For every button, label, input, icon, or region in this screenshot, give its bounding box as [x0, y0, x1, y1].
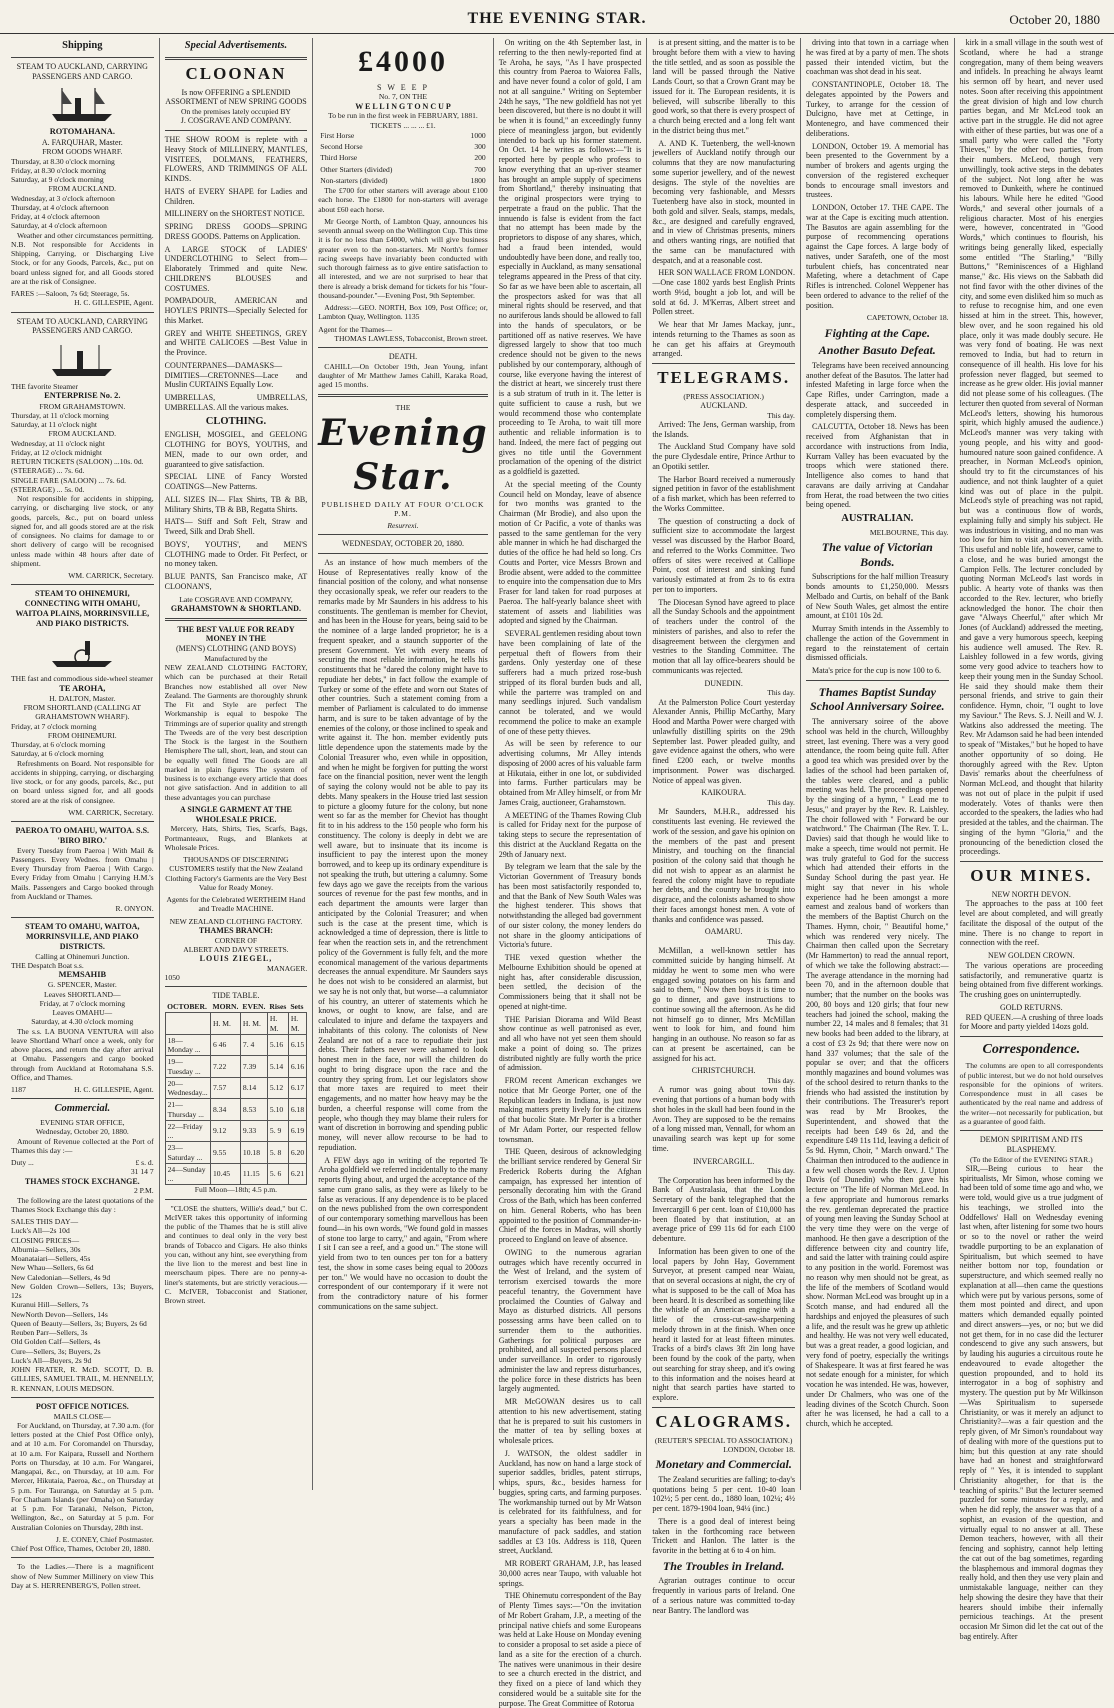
route-label: FROM OHINEMURI. — [47, 730, 117, 740]
telegram-item: Information has been given to one of the local papers by John Hay, Government Surveyor, at present camped near Waiau, that on several occasions at night, the cry of what is supposed to be the call of Moa has been heard. It is described as something like the whistle of an American engine with a little of the cross-cut-saw-sharpening melody thrown in at the finish. When once heard it lasted for at least fifteen minutes. Tracks of a bird's claws 3ft 2in long have been found by the cook of the party, when out searching for stray sheep, and it's owing to this information and the noises heard at night that search parties have started to explore. — [652, 1246, 795, 1403]
page-columns — [6, 38, 1108, 1708]
millinery-notice: To the Ladies.—There is a magnificent show of New Summer Millinery on view This Day at S. HERRENBERG'S, Pollen street. — [11, 1562, 154, 1590]
ship-master: H. DALTON, Master. — [49, 693, 116, 703]
cloonan-footer: Late COSGRAVE AND COMPANY, — [179, 594, 293, 604]
article-continued: kirk in a small village in the south west of Scotland, where he had a strange congregation, many of them being weavers and infidels. In preaching he always learnt his sermon off by heart, and never used notes. Soon after receiving this appointment the great division of high and low church parties began, and Mr McLeod took an active part in the struggle. He did not agree with either of these parties, but was one of a small party who were called the "Forty Thieves," by the other two parties, from their numbers. McLeod, though very unwillingly, took active steps in the debates of the subject. Not long after he was removed to Dunkeith, where he continued his labours. While here he edited "Good Words," and several other journals of a religious character. Most of his energies were, however, concentrated in "Good Words," which continues to flourish, his writings being generally liked, especially some entitled "The Starling," "Billy Buttons," "Reminiscences of a Highland manse," &c. His views on the Sabbath did not find favor with the other divines of the city, and some even disliked him so much as to refuse to recognise him, and one even hissed at him in the street. This, however, blew over, and he soon regained his old place, only it was made doubly secure. He was very fond of boating. He was next removed to India, but had to return in consequence of ill health. His love for his profession never flagged, but seemed to increase as he grew older. His jovial manner did not please some of his colleagues. (The lecturer then quoted from several of Norman McLeod's letters, showing his humorous spirit, which highly amused the audience.) McLeod's manner was very taking with young people, and his witty and good-humoured nature soon gained confidence. A preacher, in Norman McLeod's opinion, should try to fit the circumstances of his audience, and not think laughter of a quiet kind was out of place in the pulpit. McLeod's style of preaching was not rapid, but was a continuous flow of words, explaining fully and simply his subject. He was industrious in visiting, and no man was too low for him to visit and converse with. This useful and noble life, however, came to a close, and he was buried amongst the Campion Fells. The lecturer concluded by quoting Norman McLeod's last words in public. A hearty vote of thanks was then accorded to the Rev. lecturer, who briefly acknowledged the honor. The choir then gave "Always Cheerful," after which Mr Jones (of Auckland) addressed the meeting, and gave a very humorous speech, keeping his audience well amused. The Rev. R. Laishley followed in a few words, giving some very good advice to teachers how to keep their young men in the Sunday School. He said they should make them their personal friends, and strive to gain their confidence. Hymn, choir, "I ought to love my Saviour." The Revs. S. J. Neill and W. J. Watkins also addressed the meeting. The Rev. Mr Adamson said he had been intended to speak of "Mistakes," but he hoped to have another opportunity of so doing. He thoroughly agreed with the Rev. Upton Davis' remarks about the cheerfulness of Norman McLeod, and thought that hilarity was not out of place in the pulpit if used moderately. Votes of thanks were then accorded to the speakers, the ladies who had presided at the tables, and the chairman. The singing of the hymn "Gloria," and the pronouncing of the benediction closed the proceedings. — [959, 38, 1104, 857]
dateline: LONDON, October 18. — [723, 1444, 795, 1454]
shipping-note: The s.s. LA BUONA VENTURA will also leave Shortland Wharf once a week, only for above places, and return the day after arrival at Omahu. Passengers and cargo booked through from Auckland at Rotomahana S.S. Office, and Thames. — [11, 1026, 154, 1082]
table-row: 18—Monday ... 6 46 7. 4 5.16 6.15 — [165, 1034, 307, 1056]
cloonan-intro: Is now OFFERING a SPLENDID ASSORTMENT of NEW SPRING GOODS — [165, 87, 307, 107]
ad-memsahib-head: STEAM TO OMAHU, WAITOA, MORRINSVILLE, AND PIAKO DISTRICTS. — [25, 922, 140, 951]
broker-list: JOHN FRATER, R. McD. SCOTT, D. B. GILLIES, SAMUEL TRAIL, M. HENNELLY, R. KENNAN, LOUIS MEDSON. — [11, 1365, 154, 1393]
cloonan-item: A LARGE STOCK of LADIES' UNDERCLOTHING to Select from—Elaborately Trimmed and quite New. CHILDREN'S BLOUSES and COSTUMES. — [164, 244, 308, 293]
dateline: CHRISTCHURCH. — [691, 1066, 756, 1076]
route-label: FROM GRAHAMSTOWN. — [39, 401, 126, 411]
ziegel-made: Manufactured by the — [204, 653, 268, 663]
cable-item: CONSTANTINOPLE, October 18. The delegates appointed by the Powers and Turkey, to arrange for the cession of Dulcigno, have met at Cettinge, in Montenegro, and have commenced their deliberations. — [805, 80, 949, 138]
post-office-heading: POST OFFICE NOTICES. — [35, 1401, 129, 1411]
route-label: FROM GOODS WHARF. — [42, 147, 123, 157]
shipping-note: Refreshments on Board. Not responsible for accidents in shipping, carrying, or discharging live stock, or for any goods, parcels, &c., put on board unless signed for, and all goods stored are at the risk of consignee. — [11, 758, 154, 805]
sweep-word: S W E E P — [377, 82, 429, 92]
sweep-number: No. 7, ON THE — [378, 92, 428, 102]
cloonan-item: THE SHOW ROOM is replete with a Heavy Stock of MILLINERY, MANTLES, VISITEES, DOLMANS, FEATHERS, FLOWERS, AND TRIMMINGS OF ALL KINDS. — [164, 135, 308, 184]
news-item: THE Queen, desirous of acknowledging the brilliant service rendered by General Sir Frederick Roberts during the Afghan campaign, has expressed her intention of personally decorating him with the Grand Cross of the Bath, which has been conferred on him. General Roberts, who has been appointed to the position of Commander-in-Chief of the forces in Madras, will shortly proceed to England on leave of absence. — [498, 1147, 642, 1244]
dateline: CAPETOWN, October 18. — [866, 313, 949, 323]
news-item: OWING to the numerous agrarian outrages which have recently occurred in the West of Ireland, and the system of terrorism exercised towards the more peaceful tenantry, the Government have proclaimed the Counties of Galway and Mayo as disturbed districts. All persons possessing arms have been called on to surrender them to the authorities. Gatherings for political purposes are prohibited, and all suspected persons placed under surveillance. In order to rigorously administer the law and repress disturbances, the police force in these districts has been largely augmented. — [498, 1247, 642, 1394]
post-office-place: Chief Post Office, Thames, October 20, 1880. — [11, 1544, 151, 1554]
news-item: THE Parisian Diorama and Wild Beast show continue as well patronised as ever, and all who have not yet seen them should make a point of doing so. The prizes distributed nightly are fully worth the price of admission. — [498, 1014, 642, 1073]
sales-list: SALES THIS DAY— Luck's All—2s 10d — [11, 1217, 79, 1236]
column-7 — [955, 38, 1108, 1641]
agent-signature: H. C. GILLESPIE, Agent. — [74, 1085, 154, 1095]
table-row: 22—Friday ... 9.12 9.33 5. 9 6.19 — [165, 1120, 307, 1142]
cloonan-item: UMBRELLAS, UMBRELLAS, UMBRELLAS. All the various makes. — [164, 393, 308, 412]
cable-item: LONDON, October 17. THE CAPE. The war at the Cape is exciting much attention. The Basutos are again assembling for the purpose of recommencing operations against the Cape forces. A large body of natives, under Sarafeth, one of the most turbulent chiefs, has concentrated near Mafeting, where a detachment of Cape Rifles is intrenched. Colonel Weppener has been ordered to advance to the relief of the position. — [805, 203, 949, 310]
ziegel-mercery: Mercery, Hats, Shirts, Ties, Scarfs, Bags, Portmanteaux, Rugs, and Blankets at Wholesale Prices. — [164, 824, 308, 852]
exchange-intro: The following are the latest quotations of the Thames Stock Exchange this day : — [11, 1195, 154, 1214]
ship-name: MEMSAHIB — [58, 970, 107, 980]
paper-name: Evening Star. — [318, 411, 488, 498]
tide-table-heading: TIDE TABLE. — [212, 991, 260, 1001]
news-item: As will be seen by reference to our advertising columns, Mr Alley intends disposing of 2000 acres of his valuable farm at Hikutaia, either in one lot, or subdivided into farms. Further particulars may be obtained from Mr Alley himself, or from Mr James Craig, auctioneer, Grahamstown. — [498, 739, 642, 807]
ziegel-body: NEW ZEALAND CLOTHING FACTORY, which can be purchased at their Retail Branches now established all over New Zealand. The Garments are thoroughly shrunk The Fit and Style are perfect The Workmanship is equal to bespoke The Trimmings are of superior quality and strength The Tweeds are of the very best description The Stock is the largest in the Southern Hemisphere The tall, short, lean, and stout can be equally well fitted The Goods are all marked in plain figures The system of business is to exchange every article that does not give satisfaction. And in addition to all these advantages you can purchase — [164, 663, 308, 802]
editorial-date: WEDNESDAY, OCTOBER 20, 1880. — [341, 539, 465, 549]
article-continued: On writing on the 4th September last, in referring to the then newly-reported find at Te Aroha, he says, "As I have prospected this country from Paeroa to Waiorea Falls, and have never found a color of gold, I am not at all sanguine." Writing on September 24th he says, "The new goldfield has not yet been discovered, but there is no doubt it will be when it is found," an exceedingly funny piece of meaningless jargon, but evidently intended to back up his former statement. On Oct. 14 he writes as follows:—"It is reported here by people who profess to know everything that an up-river steamer has brought an ample supply of specimens from Shortland," thereby insinuating that the original prospectors were trying to perpetrate a fraud on the public. That the innuendo is false is evident from the fact that no attempt has been made by the proprietors to dispose of any shares, which, had a fraud been intended, would undoubtedly have been done, and really too, especially in Auckland, as many sensational telegrams appeared in the Press of that city. So far as we have been able to ascertain, all the prospectors asked for was that all mineral rights should be reserved, and that no auriferous lands should be allowed to fall into the hands of speculators, or be partitioned off as native reserves. We have digressed largely to show that too much credence should not be given to the news published by our contemporary, although of course, like everyone having the interest of the district at heart, we sincerely trust there is a sub stratum of truth in it. The letter is quite sufficient to cause a rush, but we would recommend those who contemplate proceeding to Te Aroha, to wait till more authentic and reliable information is to hand. Indeed, the mere fact of pegging out gives no title until the Government proclamation of the opening of the district as a goldfield is gazetted. — [498, 38, 642, 476]
agent-signature: WM. CARRICK, Secretary. — [68, 807, 154, 817]
fares: FARES :—Saloon, 7s 6d; Steerage, 5s. — [11, 289, 130, 299]
news-item: MR ROBERT GRAHAM, J.P., has leased 30,000 acres near Taupo, with valuable hot springs. — [498, 1559, 642, 1588]
sweep-address: Address:—GEO. NORTH, Box 109, Post Office; or, Lambton Quay, Wellington. 1135 — [318, 303, 488, 322]
table-row: First Horse 1000 — [320, 130, 486, 140]
dateline: AUCKLAND. — [700, 400, 748, 410]
ziegel-title: MANAGER. — [266, 963, 308, 973]
agent-signature: R. ONYON. — [115, 904, 154, 914]
ad-code: 1050 — [164, 973, 180, 983]
mines-heading: OUR MINES. — [970, 866, 1093, 885]
section-heading: Fighting at the Cape. — [824, 325, 930, 340]
ad-intro: THE fast and commodious side-wheel steamer — [11, 674, 153, 684]
ad-enterprise-head: STEAM TO AUCKLAND, CARRYING PASSENGERS AND CARGO. — [16, 316, 148, 336]
news-item: SEVERAL gentlemen residing about town have been complaining of late of the perpetual theft of flowers from their gardens. Only yesterday one of these sufferers had a much prized rose-bush stripped of its floral burden buds and all, while the parterre was trampled on and many seedlings injured. Such vandalism cannot be tolerated, and we would recommend the police to make an example of one of these petty thieves. — [498, 629, 642, 736]
telegram-item: A rumor was going about town this evening that portions of a human body with shot holes in the skull had been found in the Avon. They are supposed to be the remains of a long missed man, Vennall, for whom an unavailing search was kept up for some time. — [652, 1085, 795, 1153]
mails-close: MAILS CLOSE— — [53, 1411, 111, 1421]
agent-signature: H. C. GILLESPIE, Agent. — [74, 298, 154, 308]
letter-to: (To the Editor of the EVENING STAR.) — [969, 1154, 1093, 1164]
table-row: Other Starters (divided) 700 — [320, 164, 486, 174]
ship-name: TE AROHA, — [59, 683, 106, 693]
duty-value: £ s. d. 31 14 7 — [130, 1158, 154, 1177]
sweep-run: To be run in the first week in FEBRUARY, 1881. — [328, 111, 478, 121]
paddle-steamer-icon — [47, 631, 117, 671]
shipping-note: Not responsible for accidents in shipping, carrying, or discharging live stock, or any goods, parcels, &c., put on board unless signed for, and all goods stored are at the risk of consignees. No claims for damage to or short delivery of cargo will be recognised unless made within 48 hours after date of shipment. — [11, 494, 154, 568]
fares: RETURN TICKETS (SALOON) ...10s. 0d. (STEERAGE) ... 7s. 6d. SINGLE FARE (SALOON) ... 7s. 6d. (STEERAGE) ... 5s. 0d. — [11, 457, 144, 494]
ad-steam-auckland-head: STEAM TO AUCKLAND, CARRYING PASSENGERS AND CARGO. — [16, 61, 148, 81]
clothing-item: BLUE PANTS, San Francisco make, AT CLOONAN'S, — [164, 572, 308, 591]
article-continued: driving into that town in a carriage when he was fired at by a party of men. The shots passed their intended victim, but the coachman was shot dead in his seat. — [805, 38, 949, 77]
cable-item: LONDON, October 19. A memorial has been presented to the Government by a number of brokers and agents urging the conversion of the registered exchequer bonds to encourage small investors and trustees. — [805, 141, 949, 200]
news-item: We hear that Mr James Mackay, junr., intends returning to the Thames as soon as he can get his affairs at Greymouth arranged. — [652, 320, 795, 359]
ad-intro: THE Despatch Boat s.s. — [11, 960, 84, 970]
paper-motto: Resurrexi. — [387, 520, 419, 530]
exchange-time: 2 P.M. — [133, 1186, 154, 1196]
ziegel-nz: NEW ZEALAND CLOTHING FACTORY. — [169, 916, 303, 926]
telegram-item: At the Palmerston Police Court yesterday Alexander Annis, Phillip McCarthy, Mary Hood and Martha Power were charged with unlawfully distilling spirits on the 29th September last. Power pleaded guilty, and gave evidence against the others, who were fined £200 each, or twelve months imprisonment. Power was discharged. Notice of appeal was given. — [652, 697, 795, 785]
correspondence-note: The columns are open to all correspondents of public interest, but we do not hold ourselves responsible for the opinions of writers. Correspondence must in all cases be authenticated by the real name and address of the writer—not necessarily for publication, but as a guarantee of good faith. — [959, 1061, 1104, 1126]
sweep-agent-label: Agent for the Thames— — [318, 324, 393, 334]
cable-item: There is a good deal of interest being taken in the forthcoming race between Trickett and Hanlon. The latter is the favorite in the betting at 6 to 4 on him. — [652, 1516, 795, 1556]
clothing-item: ALL SIZES IN— Flax Shirts, TB & BB, Military Shirts, TB & BB, Regatta Shirts. — [164, 494, 308, 514]
departure-times: Wednesday, at 11 o'clock night Friday, at 12 o'clock midnight — [11, 438, 105, 457]
mine-report: RED QUEEN.—A crushing of three loads for Moore and party yielded 14ozs gold. — [959, 1012, 1104, 1032]
sweep-body: Mr George North, of Lambton Quay, announces his seventh annual sweep on the Wellington Cup. This time it is for no less than £4000, which will give business greater even to the non-starters. Mr North's former racing sweeps have invariably been conducted with such thorough fairness as to give entire satisfaction to all interested, and we are not surprised to hear that there is already a brisk demand for tickets for his "four-thousand-pounder."—Evening Post, 9th September. — [318, 216, 488, 300]
agent-signature: WM. CARRICK, Secretary. — [68, 571, 154, 581]
sweep-cup: W E L L I N G T O N C U P — [355, 101, 451, 111]
table-row: Second Horse 300 — [320, 142, 486, 152]
moon-phase: Full Moon—18th; 4.5 p.m. — [194, 1185, 278, 1195]
commercial-heading: Commercial. — [54, 1103, 111, 1115]
cable-item: Agrarian outrages continue to occur frequently in various parts of Ireland. One of a serious nature was committed to-day near Bantry. The landlord was — [652, 1576, 795, 1615]
cloonan-name: CLOONAN — [185, 63, 287, 83]
cable-item: The Zealand securities are falling; to-day's quotations being 5 per cent. 10-40 loan 102½; 5 per cent. do., 1880 loan, 102¼; 4½ per cent. 1879-1904 loan, 94¼ (inc.) — [652, 1474, 795, 1514]
table-row: Third Horse 200 — [320, 153, 486, 163]
cloonan-item: GREY and WHITE SHEETINGS, GREY and WHITE CALICOES —Best Value in the Province. — [164, 328, 308, 358]
prize-table — [318, 130, 487, 186]
ziegel-branch: THAMES BRANCH: — [198, 925, 273, 935]
editorial-body: As an instance of how much members of the House of Representatives really know of the financial position of the colony, and what nonsense they occasionally speak, we refer our readers to the remarks made by Mr Saunders in his address to his constituents. The gentleman is member for Cheviot, and has been in the House for years, being said to be the nominee of a large landed proprietor; he is a frequent speaker, and a staunch supporter of the present Government. Yet with every means of securing the most reliable information, he tells his constituents that he "dared the colony might have to repudiate her debts," in fact follow the example of Turkey or some of the effete and worn out States of other countries. Such a statement coming from a member of Parliament is calculated to do immense harm, and is sure to be taken advantage of by the enemies of the colony, or those inclined to speak and write against it. The hon. member evidently puts little dependence upon the statements made by the Colonial Treasurer who, even while in opposition, and when he might be forgiven for putting the worst face on the financial position, never went the length of saying the colony would not be able to pay its debts. Many speakers in the House tried last session to picture a gloomy future for the colony, but none went so far as the member for Cheviot has thought fit to in his address to the 150 people who form his constituency. The colony is deeply in debt we are well aware, but to insinuate that its income is insufficient to pay the interest upon the money borrowed, and to keep up its ordinary expenditure is not speaking the truth, but uttering a calumny. Some few days ago we gave the receipts from the various sources of revenue for the past few months, and in each department the amounts were larger than anticipated by the Colonial Treasurer; and when such is the case at the present time, which is acknowledged a time of depression, there is little to fear when the reaction sets in, and the retrenchment policy of the Government is fully felt, and the more economical management of the various departments decreases the annual expenditure. Mr Saunders says he does not wish to be considered an alarmist, but we say he is not only that, but worse—a calumniator of his country, an utterer of statements which he knows, or ought to know, are false, and are calculated to injure and defame the taxpayers and inhabitants of this colony. The colonists of New Zealand are not of a race to repudiate their just debts. Their fathers never were ashamed to look honest men in the face, nor will the children do ought to bring disgrace upon the race and the country they spring from. Let our legislators show that more taxes are required to meet their engagements, and no matter how heavy may be the burden, a cheerful response will come from the people, who though they may blame their rulers for want of discretion in borrowing and spending public money, will never allow recourse to be had to repudiation. — [318, 557, 488, 1152]
cloonan-item: SPRING DRESS GOODS—SPRING DRESS GOODS. Patterns on Application. — [164, 222, 308, 241]
ziegel-corner: CORNER OF — [214, 935, 258, 945]
column-3 — [313, 38, 493, 1490]
ad-sub: Calling at Ohinemuri Junction. — [35, 951, 130, 961]
ad-code: 1187 — [11, 1085, 26, 1095]
news-item: MR McGOWAN desires us to call attention to his new advertisement, stating that he is prepared to suit his customers in the matter of tea by selling boxes at wholesale prices. — [498, 1397, 642, 1445]
cloonan-footer: GRAHAMSTOWN & SHORTLAND. — [170, 603, 301, 613]
ziegel-streets: ALBERT AND DAVY STREETS. — [183, 944, 289, 954]
cloonan-item: HATS of EVERY SHAPE for Ladies and Children. — [164, 186, 308, 206]
news-item: J. WATSON, the oldest saddler in Auckland, has now on hand a large stock of superior saddles, bridles, patent stirrups, whips, spurs, &c., besides harness for buggies, spring carts, and farming purposes. The workmanship turned out by Mr Watson is celebrated for its faithfulness, and for years a specialty has been made in the manufacture of pack saddles, and station saddles at £3 10s. Address is 118, Queen street, Auckland. — [498, 1448, 642, 1556]
table-row: 21—Thursday ... 8.34 8.53 5.10 6.18 — [165, 1099, 307, 1121]
sweep-notes: The £700 for other starters will average about £100 each horse. The £1800 for non-starters will average about £60 each horse. — [318, 186, 488, 214]
telegram-item: Mr Saunders, M.H.R., addressed his constituents last evening. He reviewed the work of the session, and gave his opinion on the members of the past and present Ministry, and touching on the financial position of the colony said that though he did not wish to appear as an alarmist he feared the colony might have to repudiate her debts, and the country be brought into disgrace, and the colonists ashamed to show their faces amongst honest men. A vote of thanks and confidence was passed. — [652, 807, 795, 924]
sweep-amount: £4000 — [357, 45, 448, 78]
table-row: 23—Saturday ... 9.55 10.18 5. 8 6.20 — [165, 1142, 307, 1164]
cable-item: Telegrams have been received announcing another defeat of the Basutos. The latter had infested Mafeting in large force when the Cape Rifles, under Carrington, made a desperate attack, and succeeded in completely dispersing them. — [805, 360, 949, 419]
postmaster-signature: J. E. CONEY, Chief Postmaster. — [55, 1534, 154, 1544]
shipping-heading: Shipping — [62, 40, 103, 51]
death-notice: CAHILL—On October 19th, Jean Young, infant daughter of Mr Matthew James Cahill, Karaka Road, aged 15 months. — [318, 361, 488, 390]
table-row: 19—Tuesday ... 7.22 7.39 5.14 6.16 — [165, 1056, 307, 1078]
letter-heading: DEMON SPIRITISM AND ITS BLASPHEMY. — [979, 1135, 1083, 1154]
cable-item: Mata's price for the cup is now 100 to 6. — [811, 666, 941, 676]
departure-times: Friday, at 7 o'clock morning — [11, 721, 97, 731]
soiree-report: The anniversary soiree of the above school was held in the church, Willoughby street, last evening. There was a very good attendance, the room being quite full. After a good tea which was presided over by the ladies of the school had been partaken of, the tables were cleared, and a public meeting was held. The proceedings opened by the singing of a hymn, " Lead me to Jesus," and prayer by the Rev. R. Laishley. The choir followed with " Forward be our watchword." The Chairman (The Rev. T. L. Davies) said that though he would like to make a speech, time would not permit. He was truly grateful to God for the success which had attended their efforts in the Sunday School during the past year. He might say that never in his whole experience had he been amongst a more earnest and zealous band of workers than the members of the Baptist Church on the Thames. Hymn, choir, " Beautiful home," which was rendered very nicely. The Chairman then called upon the Secretary (Mr Hammerton) to read the annual report, of which we take the following abstract:—The average attendance in the morning had been 70, and in the afternoon double that number; that the number on the books was 200, 80 boys and 120 girls; that four new teachers had joined the school, making the number 22, 14 males and 8 females; that 31 new books had been added to the library, at a cost of £3 2s 9d; that there were now on hand 337 volumes; that the sale of the popular se over; and that the officers monthly magazines and bound volumes was of the school desired to return thanks to the friends who had assisted the institution by their contributions. The Treasurer's report was read by Mr Brookes, the Superintendent, and showed that the receipts had been £49 6s 2d, and the expenditure £49 11s 11d, leaving a deficit of 5s 9d. Hymn, Choir, " March onward." The Chairman then introduced to the audience in a few well chosen words the Rev. J. Upton Davis (of Dunedin) who then gave his lecture on "The life of Norman McLeod. In a few appropriate and humorous remarks the rev. gentleman deprecated the practice of young men leaving the Sunday School at the very time they were on the verge of manhood. He then gave a description of the difference between city and country life, and said the latter with training could aspire to any position in the world. Foremost was no reason why men should not be great, as the life of the members of Scotland would show. Norman McLeod was brought up in a Scotch manse, and had endured all the hardships and enjoyed the pleasures of such a life, and the result was he grew up athletic and healthy. He was not very well educated, but was a great reader, a good logician, and very fond of poetry, especially the writings of Shakespeare. It was at first feared he was not sedate enough for a minister, for which vocation he was intended. He was, however, under Dr Chalmers, who was one of the leading divines of the Scotch Church. Soon after he was licensed, he had a call to a church, which he accepted. — [805, 717, 949, 1429]
dateline: OAMARU. — [704, 927, 743, 937]
departure-times: Thursday, at 8.30 o'clock morning Friday, at 8.30 o'clock morning Saturday, at 9 o'clock morning — [11, 156, 115, 185]
ship-master: A. FARQUHAR, Master. — [41, 137, 123, 147]
correspondence-heading: Correspondence. — [982, 1042, 1081, 1058]
table-row: 20—Wednesday... 7.57 8.14 5.12 6.17 — [165, 1077, 307, 1099]
sweep-agent: THOMAS LAWLESS, Tobacconist, Brown street. — [334, 333, 488, 343]
telegram-item: The Corporation has been informed by the Bank of Australasia, that the London Secretary of the bank telegraphed that the Invercargill 6 per cent. loan of £10,000 has been floated by that institution, at an average price of £99 11s 6d for each £100 debenture. — [652, 1175, 795, 1244]
ziegel-thousands: THOUSANDS OF DISCERNING CUSTOMERS testify that the New Zealand Clothing Factory's Garments are the Very Best Value for Ready Money. — [165, 855, 307, 892]
cloonan-item: MILLINERY on the SHORTEST NOTICE. — [164, 209, 305, 219]
cable-item: Subscriptions for the half million Treasury bonds amounts to £1,250,000. Messrs Melbado and Curtis, on behalf of the Bank of New South Wales, get almost the entire amount, at £101 10s 2d. — [805, 572, 949, 621]
sweep-tickets: TICKETS ... ... ... £1. — [370, 120, 436, 130]
shipping-note: Weather and other circumstances permitting. N.B. Not responsible for Accidents in Shipping, Carrying, or Discharging Live Stock, or for any Goods, Parcels, &c., put on board unless signed for, and all Goods stored are at the risk of Consignee. — [11, 230, 154, 286]
ship-name: ENTERPRISE No. 2. — [44, 391, 121, 401]
stock-exchange-heading: THAMES STOCK EXCHANGE. — [24, 1176, 140, 1186]
tide-table: OCTOBER. MORN. EVEN. Rises Sets H. M. H. M. H. M. H. M. 18—Monday ... 6 46 7. 4 5.16 6.15 19—Tuesday ... 7.22 7.39 5.14 6.16 20—Wednesday... 7.57 8.14 5.12 6.17 21—Thursday ... 8.34 8.53 5.10 6.18 22—Friday ... 9.12 9.33 5. 9 6.19 23—Saturday ... 9.55 10.18 5. 8 6.20 24—Sunday ... 10.45 11.15 5. 6 6.21 — [165, 1001, 308, 1185]
ad-biro-head: PAEROA TO OMAHU, WAITOA. S.S. 'BIRO BIRO.' — [15, 826, 150, 845]
office-label: EVENING STAR OFFICE, — [40, 1118, 125, 1128]
departure-times: Thursday, at 6 o'clock morning Saturday, at 6 o'clock morning — [11, 740, 106, 759]
clothing-item: BOYS', YOUTHS', and MEN'S CLOTHING made to Order. Fit Perfect, or no money taken. — [164, 539, 308, 569]
table-row: 24—Sunday ... 10.45 11.15 5. 6 6.21 — [165, 1163, 307, 1185]
clothing-item: HATS— Stiff and Soft Felt, Straw and Tweed, Silk and Drab Shell. — [164, 517, 308, 537]
section-heading: Monetary and Commercial. — [655, 1457, 792, 1472]
cloonan-item: COUNTERPANES—DAMASKS—DIMITIES—CRETONNES—Lace and Muslin CURTAINS Equally Low. — [164, 360, 308, 390]
telegrams-sub: (PRESS ASSOCIATION.) — [683, 391, 764, 401]
cloonan-item: POMPADOUR, AMERICAN and HOYLE'S PRINTS—Specially Selected for this Market. — [164, 296, 308, 325]
ad-ohinemuri-head: STEAM TO OHINEMURI, CONNECTING WITH OMAHU, WAITOA PLAINS, MORRINSVILLE, AND PIAKO DISTRICTS. — [15, 589, 150, 628]
revenue-intro: Amount of Revenue collected at the Port of Thames this day :— — [11, 1136, 154, 1155]
article-continued: is at present sitting, and the matter is to be brought before them with a view to having the title settled, and as soon as possible the land will be passed through the Native Lands Court, so that a Crown Grant may be issued for it. The European residents, it is believed, will subscribe liberally to this good work, so that there is every prospect of a church being erected and a long felt want in the district being thus met." — [652, 38, 795, 135]
dateline: KAIKOURA. — [701, 788, 746, 798]
telegram-item: The Auckland Stud Company have sold the pure Clydesdale entire, Prince Arthur to an Opotiki settler. — [652, 442, 795, 471]
paper-sub: PUBLISHED DAILY AT FOUR O'CLOCK P.M. — [321, 499, 485, 518]
news-item: By telegram we learn that the sale by the Victorian Government of Treasury bonds has been most satisfactorily responded to, and that the Bank of New South Wales was the highest tenderer. This shows that notwithstanding the alleged bad government of our sister colony, the money lenders do not share in the gloomy anticipations of Victoria's future. — [498, 862, 642, 950]
ad-body: Every Tuesday from Paeroa | With Mail & Passengers. Every Wednes. from Omahu | Every Thursday from Paeroa | With Cargo. Every Friday from Omahu | Carrying H.M.'s Mails. Passengers and Cargo booked through from Auckland or Thames. — [11, 845, 154, 901]
table-row: Non-starters (divided) 1800 — [320, 175, 486, 185]
departure-times: Wednesday, at 3 o'clock afternoon Thursday, at 4 o'clock afternoon Friday, at 4 o'clock afternoon Saturday, at 4 o'clock afternoon — [11, 193, 115, 231]
ziegel-manager: LOUIS ZIEGEL, — [199, 954, 273, 964]
telegram-item: Arrived: The Jens, German warship, from the Islands. — [652, 419, 795, 439]
te-aroha-article: A FEW days ago in writing of the reported Te Aroha goldfield we referred incidentally to the many reports flying about, and urged the acceptance of the same cum grano salis, as they were as likely to be false as veracious. If any dependence is to be placed on the news published from the own correspondent of our contemporary something marvellous has been found—in his own words, "We found gold in masses of stone too large to carry," and again, "From where I sit I can see a reef, and a good un." The stone will yield from two to ten ounces per ton for a battery test, the show in some cases being equal to 200ozs per ton." We would have no occasion to doubt the correspondent of our contemporary if it were not from the contradictory nature of his former communications on the same subject. — [318, 1155, 488, 1311]
news-item: HER SON WALLACE FROM LONDON.—One case 1802 yards best English Prints worth 9½d, bought a job lot, and will be sold at 6d. J. M'Kerras, Albert street and Pollen street. — [652, 268, 795, 317]
section-heading: Thames Baptist Sunday School Anniversary Soiree. — [809, 684, 945, 714]
newspaper-title: THE EVENING STAR. — [467, 10, 647, 27]
column-2 — [160, 38, 314, 1490]
departure-times: Leaves SHORTLAND— Friday, at 7 o'clock morning Leaves OMAHU— Saturday, at 4.30 o'clock morning — [31, 989, 134, 1027]
telegram-item: The Diocesan Synod have agreed to place all the Sunday Schools and the appointment of teachers under the control of the ministers of parishes, and also to refer the disagreement between the clergymen and vestries to the Standing Committee. The motion that all lay office-bearers should be communicants was rejected. — [652, 597, 795, 675]
death-heading: DEATH. — [388, 352, 418, 362]
mine-heading: NEW NORTH DEVON. — [991, 889, 1071, 899]
australian-heading: AUSTRALIAN. — [841, 513, 914, 524]
calograms-sub: (REUTER'S SPECIAL TO ASSOCIATION.) — [654, 1435, 793, 1445]
dateline: DUNEDIN. — [704, 678, 743, 688]
mine-report: The approaches to the pass at 100 feet level are about completed, and will greatly facilitate the disposal of the output of the mine. There is no change to report in connection with the reef. — [959, 899, 1104, 948]
issue-date: October 20, 1880 — [1009, 12, 1100, 27]
route-label: FROM AUCKLAND. — [48, 184, 117, 194]
news-item: FROM recent American exchanges we notice that Mr George Porter, one of the Republican leaders in Indiana, is just now making matters pretty lively for the citizens of that bucolic State. Mr Porter is a brother of Mr Adam Porter, our respected fellow townsman. — [498, 1076, 642, 1144]
ziegel-single: A SINGLE GARMENT AT THE WHOLESALE PRICE. — [179, 804, 292, 824]
clothing-item: SPECIAL LINE of Fancy Worsted COATINGS—New Patterns. — [164, 472, 308, 492]
duty-label: Duty ... — [11, 1158, 34, 1168]
section-heading: The Troubles in Ireland. — [662, 1558, 785, 1573]
route-label: FROM AUCKLAND. — [48, 429, 117, 439]
ad-intro: THE favorite Steamer — [11, 382, 79, 392]
masthead — [0, 0, 1114, 34]
ship-name: ROTOMAHANA. — [49, 127, 115, 137]
news-item: At the special meeting of the County Council held on Monday, leave of absence for two months was granted to the Chairman (Mr Brodie), and also upon the motion of Cr Pacific, a vote of thanks was passed to the same gentleman for the very able manner in which he had discharged the duties of the office he had held so long. Crs Coutts and Porter, vice Messrs Brown and Brodie absent, were added to the committee to enquire into the compensation due to Mrs Fraser for land taken for road purposes at Paeroa. The half-yearly balance sheet with statement of assets and liabilities was adopted and signed by the Chairman. — [498, 479, 642, 626]
post-office-body: For Auckland, on Thursday, at 7.30 a.m. (for letters posted at the Chief Post Office only), and at 10 a.m. For Coromandel on Thursday, at 10 a.m. For Kaipara, Russell and Northern Ports on Thursday, at 10 a.m. For Wangarei, Mangapai, &c., on Thursday, at 10 a.m. For Mercer, Hikutaia, Paeroa, &c., on Thursday at 5 p.m. For Tauranga, on Saturday at 5 p.m. For Chatham Islands (per Omaha) on Saturday at 5 p.m. For Taranaki, Nelson, Picton, Wellington, &c., on Saturday at 5 p.m. For Australian Colonies on Thursday, 28th inst. — [11, 1420, 154, 1532]
route-label: FROM SHORTLAND (CALLING AT GRAHAMSTOWN WHARF). — [23, 703, 142, 722]
cable-item: Murray Smith intends in the Assembly to challenge the action of the Government in regard to the reinstatement of certain dismissed officials. — [805, 624, 949, 663]
section-heading: Another Basuto Defeat. — [818, 343, 936, 358]
steamship-icon — [47, 339, 117, 379]
mine-heading: NEW GOLDEN CROWN. — [987, 951, 1075, 961]
steamship-icon — [47, 84, 117, 124]
ship-master: G. SPENCER, Master. — [47, 980, 117, 990]
closing-prices: CLOSING PRICES— Alburnia—Sellers, 30s Moanataiari—Sellers, 45s New Whau—Sellers, 6s 6d New Caledonian—Sellers, 4s 9d New Golden Crown—Sellers, 13s; Buyers, 12s Kuranui Hill—Sellers, 7s NewNorth Devon—Sellers, 14s Queen of Beauty—Sellers, 3s; Buyers, 2s 6d Reuben Parr—Sellers, 3s Old Golden Calf—Sellers, 4s Cure—Sellers, 3s; Buyers, 2s Luck's All—Buyers, 2s 9d — [11, 1235, 154, 1365]
calograms-heading: CALOGRAMS. — [655, 1411, 792, 1431]
column-6 — [801, 38, 955, 1490]
commercial-date: Wednesday, October 20, 1880. — [35, 1127, 129, 1137]
ziegel-sub: (MEN'S) CLOTHING (AND BOYS) — [175, 644, 296, 654]
telegram-item: The question of constructing a dock of sufficient size to accommodate the largest vessel was discussed by the Harbor Board, and referred to the Works Committee. Two offers of sites were received at Calliope Point, cost of interest and sinking fund variously estimated at from 2s to 6s extra per ton to importers. — [652, 516, 795, 594]
cable-item: CALCUTTA, October 18. News has been received from Afghanistan that in accordance with instructions from India, Kurram Valley has been evacuated by the troops which were stationed there. Intelligence also comes to hand that caravans are daily arriving at Candahar from Herat, the road between the two cities being opened. — [805, 422, 949, 510]
cloonan-premises: On the premises lately occupied BY — [181, 107, 291, 117]
clothing-heading: CLOTHING. — [205, 415, 267, 427]
telegram-item: The Harbor Board received a numerously signed petition in favor of the establishment of a fish market, which has been referred to the Works Committee. — [652, 474, 795, 513]
column-1 — [6, 38, 160, 1590]
letter-body: SIR,—Being curious to hear the spiritualists, Mr Simon, whose coming we had been told of some time ago and who, we were told, would give us a true judgment of his teachings, we strolled into the Oddfellows' Hall on Wednesday evening last when, after listening for some two hours or so to the novel or rather the weird twaddle purporting to be an explanation of Spiritualism, but which seemed to have neither bottom nor top, foundation or superstructure, and which seemed really no explanation at all—then came the questions which were put by various persons, some of them most pointed and direct, and upon matters which demanded equally pointed and direct answers—yes, or no; but we did not get them, for in no case did the lecturer condescend to give any such answers, but by lauding his auguries a circuitous route he endeavoured to evade altogether the question propounded, and to hold its interrogator in a bog of sophistry and mystery. The question put by Mr Wilkinson—Was Spiritualism to supersede Christianity, or was it merely an adjunct to Christianity?—was a fair question and the reply given, of Mr Simon's roundabout way of dealing with more of the questions put to him; but this question at any rate should have had an honest and straightforward reply of " Yes, it is intended to supplant Christianity altogether, for that is the teaching of spirits." But the lecturer seemed puzzled for some minutes for a reply, and when he did reply, the answer was that of a sophist, an evasion of the question, and virtually equal to no answer at all. These Demon teachers, however, with all their fencing and sophistry, cannot help letting the cat out of the bag sometimes, regarding the blasphemous and immoral dogmas they really hold, and then they use very plain and unmistakable language, neither can they help showing the desire they have that their hearers should imbibe their infernally pernicious teachings. At the present occasion Mr Simon did let the cat out of the bag entirely. After — [959, 1163, 1104, 1641]
column-5: is at present sitting, and the matter is to be brought before them with a view to having the title settled, and as soon as possible the land will be passed through the Native Lands Court, so that a Crown Grant may be issued for it. The European residents, it is believed, will subscribe liberally to this good work, so that there is every prospect of a church being erected and a long felt want in the district being thus met." A. AND K. Tuetenberg, the well-known jewellers of Auckland notify through our columns that they are now manufacturing some superior jewellery, and of the newest designs. The style of the novelties are becoming very fashionable, and Messrs Tuetenberg have also in stock, mounted in both gold and silver. Seals, stamps, medals, &c., are designed and carefully engraved, and in view of Christmas presents, miners and others wanting rings, are notified that the same can be manufactured with despatch, and at a reasonable cost. HER SON WALLACE FROM LONDON.—One case 1802 yards best English Prints worth 9½d, bought a job lot, and will be sold at 6d. J. M'Kerras, Albert street and Pollen street. We hear that Mr James Mackay, junr., intends returning to the Thames as soon as he can get his affairs at Greymouth arranged. TELEGRAMS. (PRESS ASSOCIATION.) AUCKLAND. This day. Arrived: The Jens, German warship, from the Islands. The Auckland Stud Company have sold the pure Clydesdale entire, Prince Arthur to an Opotiki settler. The Harbor Board received a numerously signed petition in favor of the establishment of a fish market, which has been referred to the Works Committee. The question of constructing a dock of sufficient size to accommodate the largest vessel was discussed by the Harbor Board, and referred to the Works Committee. Two offers of sites were received at Calliope Point, cost of interest and sinking fund variously estimated at from 2s to 6s extra per ton to importers. The Diocesan Synod have agreed to place all the Sunday Schools and the appointment of teachers under the control of the ministers of parishes, and also to refer the disagreement between the clergymen and vestries to the Standing Committee. The motion that all lay office-bearers should be communicants was rejected. DUNEDIN. This day. At the Palmerston Police Court yesterday Alexander Annis, Phillip McCarthy, Mary Hood and Martha Power were charged with unlawfully distilling spirits on the 29th September last. Power pleaded guilty, and gave evidence against the others, who were fined £200 each, or twelve months imprisonment. Power was discharged. Notice of appeal was given. KAIKOURA. This day. Mr Saunders, M.H.R., addressed his constituents last evening. He reviewed the work of the session, and gave his opinion on the members of the past and present Ministry, and touching on the financial position of the colony said that though he did not wish to appear as an alarmist he feared the colony might have to repudiate her debts, and the country be brought into disgrace, and the colonists ashamed to show their faces amongst honest men. A vote of thanks and confidence was passed. OAMARU. This day. McMillan, a well-known settler has committed suicide by hanging himself. At midday he went to some men who were engaged sowing potatoes on his farm and said to them, " Now then boys it is time to go to dinner, and gave instructions to continue sowing all the afternoon. As he did not himself go to dinner, Mrs McMillan went to look for him, and found him hanging in an outhouse. No reason so far as can at present be ascertained, can be assigned for his act. CHRISTCHURCH. This day. A rumor was going about town this evening that portions of a human body with shot holes in the skull had been found in the Avon. They are supposed to be the remains of a long missed man, Vennall, for whom an unavailing search was kept up for some time. INVERCARGILL. This day. The Corporation has been informed by the Bank of Australasia, that the London Secretary of the bank telegraphed that the Invercargill 6 per cent. loan of £10,000 has been floated by that institution, at an average price of £99 11s 6d for each £100 debenture. Information has been given to one of the local papers by John Hay, Government Surveyor, at present camped near Waiau, that on several occasions at night, the cry of what is supposed to be the call of Moa has been heard. It is described as something like the whistle of an American engine with a little of the cross-cut-saw-sharpening melody thrown in at the finish. When once heard it lasted for at least fifteen minutes. Tracks of a bird's claws 3ft 2in long have been found by the cook of the party, when out searching for stray sheep, and it's owing to this information and the noises heard at night that search parties have started to explore. CALOGRAMS. (REUTER'S SPECIAL TO ASSOCIATION.) LONDON, October 18. Monetary and Commercial. The Zealand securities are falling; to-day's quotations being 5 per cent. 10-40 loan 102½; 5 per cent. do., 1880 loan, 102¼; 4½ per cent. 1879-1904 loan, 94¼ (inc.) There is a good deal of interest being taken in the forthcoming race between Trickett and Hanlon. The latter is the favorite in the betting at 6 to 4 on him. The Troubles in Ireland. Agrarian outrages continue to occur frequently in various parts of Ireland. One of a serious nature was committed to-day near Bantry. The landlord was — [647, 38, 801, 1490]
news-item: A MEETING of the Thames Rowing Club is called for Friday next for the purpose of taking steps to secure the representation of this district at the Auckland Regatta on the 29th of January next. — [498, 810, 642, 859]
cloonan-firm: J. COSGRAVE AND COMPANY. — [180, 116, 292, 126]
ziegel-agents: Agents for the Celebrated WERTHEIM Hand and Treadle MACHINE. — [166, 895, 306, 914]
mine-heading: GOLD RETURNS. — [999, 1002, 1063, 1012]
news-item: THE vexed question whether the Melbourne Exhibition should be opened at night has, after considerable discussion, been settled, the decision of the Commissioners being that it shall not be opened at night-time. — [498, 953, 642, 1011]
telegrams-heading: TELEGRAMS. — [657, 368, 791, 387]
special-ads-heading: Special Advertisements. — [184, 40, 288, 51]
news-item: THE Ohinemutu correspondent of the Bay of Plenty Times says:—"On the invitation of Mr Robert Graham, J.P., a meeting of the principal native chiefs and some Europeans was held at Lake House on Monday evening to consider a proposal to set aside a piece of land as a site for the erection of a church. The natives were unanimous in their desire to see a church erected in the district, and they fixed on a piece of land which they considered would be a suitable site for the purpose. The Great Committee of Rotorua — [498, 1591, 642, 1708]
mine-report: The various operations are proceeding satisfactorily, and remunerative quartz is being obtained from five different workings. The crushing goes on uninterruptedly. — [959, 960, 1104, 1000]
telegram-item: McMillan, a well-known settler has committed suicide by hanging himself. At midday he went to some men who were engaged sowing potatoes on his farm and said to them, " Now then boys it is time to go to dinner, and gave instructions to continue sowing all the afternoon. As he did not himself go to dinner, Mrs McMillan went to look for him, and found him hanging in an outhouse. No reason so far as can at present be ascertained, can be assigned for his act. — [652, 946, 795, 1063]
departure-times: Thursday, at 11 o'clock morning Saturday, at 11 o'clock night — [11, 410, 109, 430]
news-item: A. AND K. Tuetenberg, the well-known jewellers of Auckland notify through our columns that they are now manufacturing some superior jewellery, and of the newest designs. The style of the novelties are becoming very fashionable, and Messrs Tuetenberg have also in stock, mounted in both gold and silver. Seals, stamps, medals, &c., are designed and carefully engraved, and in view of Christmas presents, miners and others wanting rings, are notified that the same can be manufactured with despatch, and at a reasonable cost. — [652, 138, 795, 265]
dateline: MELBOURNE, This day. — [869, 527, 949, 537]
column-4 — [494, 38, 648, 1708]
dateline: INVERCARGILL. — [693, 1156, 755, 1166]
tobacconist-notice: "CLOSE the shutters, Willie's dead," but C. McIVER takes this opportunity of informing the public of the Thames that he is still alive and continues to deal only in the very best brands of Tobacco and Cigars. He also thinks you can, without any hint, see everything from the live lion to the merest and best line in meerschaum pipes. There are no penny-a-liner's statements, but are strictly veracious.—C. McIVER, Tobacconist and Stationer, Brown street. — [164, 1203, 308, 1306]
clothing-item: ENGLISH, MOSGIEL, and GEELONG CLOTHING for BOYS, YOUTHS, and MEN, made to our own order, and guaranteed to give satisfaction. — [164, 430, 308, 469]
ziegel-head: THE BEST VALUE FOR READY MONEY IN THE — [177, 624, 295, 644]
section-heading: The value of Victorian Bonds. — [821, 540, 933, 569]
paper-masthead: THE Evening Star. PUBLISHED DAILY AT FOUR O'CLOCK P.M. Resurrexi. — [318, 402, 488, 530]
